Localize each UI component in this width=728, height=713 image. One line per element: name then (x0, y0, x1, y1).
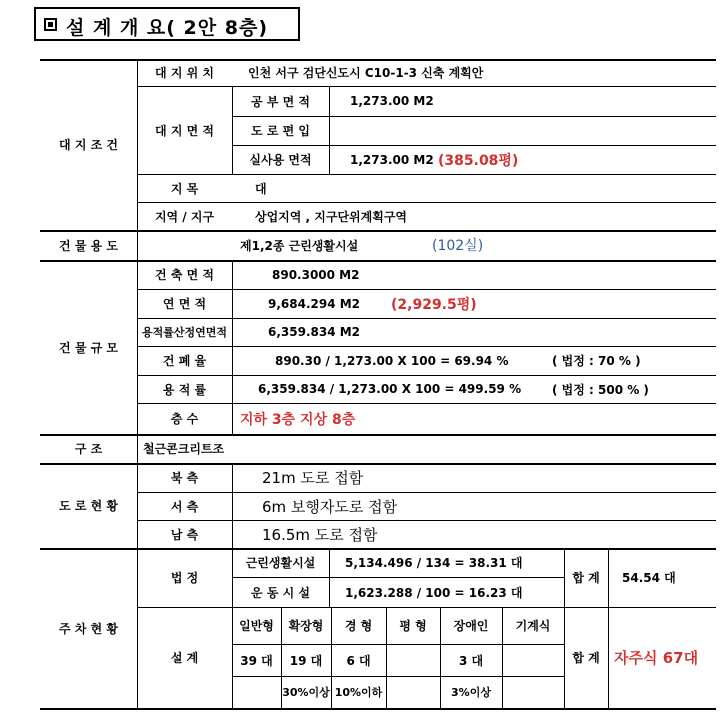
road-inclusion-label: 도 로 편 입 (251, 124, 310, 138)
sports-parking-label: 운 동 시 설 (251, 585, 310, 600)
parking-type-header: 평 형 (399, 619, 427, 633)
parking-note (386, 676, 440, 708)
building-area-label: 건 축 면 적 (155, 268, 214, 282)
site-area-label: 대 지 면 적 (155, 123, 214, 138)
parking-header: 주 차 현 황 (59, 621, 118, 636)
parking-type-header: 장애인 (453, 619, 489, 633)
floors-value: 지하 3층 지상 8층 (240, 411, 356, 428)
west-road-label: 서 측 (170, 499, 199, 514)
title-box (34, 7, 300, 41)
legal-total-value: 54.54 대 (622, 571, 676, 585)
parking-count (386, 644, 440, 676)
parking-note (232, 676, 281, 708)
far-area-value: 6,359.834 M2 (268, 325, 361, 339)
actual-area-pyeong: (385.08평) (438, 152, 519, 169)
site-conditions-header: 대 지 조 건 (59, 138, 118, 152)
document-title: 설 계 개 요( 2안 8층) (66, 17, 269, 39)
zone-value: 상업지역 , 지구단위계획구역 (255, 209, 408, 224)
official-area-value: 1,273.00 M2 (350, 94, 434, 108)
jimok-value: 대 (255, 181, 267, 196)
far-area-label: 용적률산정연면적 (141, 326, 227, 339)
far-legal: ( 법정 : 500 % ) (552, 382, 649, 397)
parking-count: 3 대 (458, 653, 484, 668)
parking-count: 39 대 (240, 653, 273, 668)
retail-parking-value: 5,134.496 / 134 = 38.31 대 (345, 556, 523, 570)
north-road-value: 21m 도로 접함 (262, 469, 364, 487)
room-count: (102실) (432, 238, 484, 254)
official-area-label: 공 부 면 적 (251, 94, 310, 109)
bcr-label: 건 폐 율 (162, 354, 207, 368)
design-total-label: 합 계 (572, 651, 600, 665)
parking-type-header: 확장형 (288, 619, 324, 633)
bcr-legal: ( 법정 : 70 % ) (552, 354, 641, 368)
gross-area-label: 연 면 적 (162, 297, 207, 311)
legal-parking-label: 법 정 (170, 571, 199, 585)
gross-area-pyeong: (2,929.5평) (391, 296, 477, 313)
gross-area-value: 9,684.294 M2 (268, 296, 361, 311)
design-parking-label: 설 계 (170, 651, 199, 665)
parking-count: 6 대 (346, 653, 371, 668)
structure-value: 철근콘크리트조 (143, 442, 225, 456)
parking-note: 10%이하 (334, 686, 383, 699)
building-use-value: 제1,2종 근린생활시설 (240, 238, 359, 253)
parking-note: 3%이상 (451, 686, 491, 699)
structure-header: 구 조 (74, 442, 103, 456)
building-area-value: 890.3000 M2 (272, 267, 360, 282)
actual-area-value: 1,273.00 M2 (350, 152, 434, 167)
parking-note (502, 676, 564, 708)
site-location-value: 인천 서구 검단신도시 C10-1-3 신축 계획안 (248, 66, 484, 80)
parking-type-header: 경 형 (344, 619, 373, 633)
retail-parking-label: 근린생활시설 (245, 556, 316, 570)
far-value: 6,359.834 / 1,273.00 X 100 = 499.59 % (258, 382, 522, 396)
south-road-label: 남 측 (170, 527, 199, 542)
zone-label: 지역 / 지구 (154, 209, 215, 224)
square-bullet-icon (44, 18, 57, 31)
roads-header: 도 로 현 황 (59, 499, 118, 513)
design-total-value: 자주식 67대 (614, 649, 699, 667)
parking-type-header: 일반형 (239, 619, 274, 633)
south-road-value: 16.5m 도로 접함 (262, 525, 378, 544)
building-use-header: 건 물 용 도 (59, 238, 118, 253)
site-location-label: 대 지 위 치 (155, 66, 214, 80)
building-scale-header: 건 물 규 모 (59, 340, 118, 355)
legal-total-label: 합 계 (572, 571, 600, 585)
far-label: 용 적 률 (162, 382, 207, 397)
floors-label: 층 수 (170, 412, 199, 426)
bcr-value: 890.30 / 1,273.00 X 100 = 69.94 % (275, 353, 509, 368)
west-road-value: 6m 보행자도로 접함 (262, 497, 398, 516)
parking-count: 19 대 (289, 653, 323, 668)
sports-parking-value: 1,623.288 / 100 = 16.23 대 (345, 585, 523, 600)
parking-count (502, 644, 564, 676)
north-road-label: 북 측 (170, 471, 199, 485)
actual-area-label: 실사용 면적 (249, 153, 312, 167)
parking-note: 30%이상 (282, 686, 330, 699)
parking-type-header: 기계식 (515, 619, 551, 633)
jimok-label: 지 목 (170, 181, 199, 196)
